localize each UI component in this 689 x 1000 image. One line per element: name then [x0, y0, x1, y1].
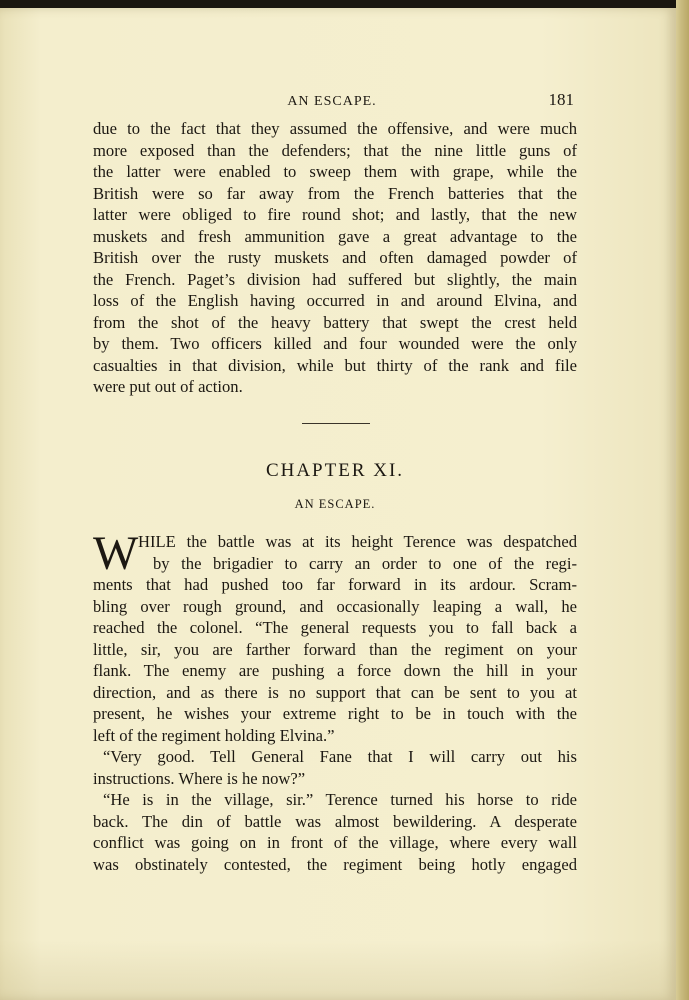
text-line: instructions. Where is he now?”	[93, 768, 306, 788]
text-line: conflict was going on in front of the village, where every wall	[93, 833, 577, 852]
text-line: was obstinately contested, the regiment being hotly engaged	[93, 854, 577, 874]
text-line: from the shot of the heavy battery that swept the crest held	[93, 312, 577, 332]
text-line: latter were obliged to fire round shot; and lastly, that the new	[93, 205, 577, 224]
chapter-heading: CHAPTER XI.	[265, 460, 405, 481]
text-line: by them. Two officers killed and four wounded were the only	[93, 334, 577, 353]
text-line: the French. Paget’s division had suffered but slightly, the main	[93, 269, 577, 289]
text-line: loss of the English having occurred in and around Elvina, and	[93, 291, 577, 310]
running-head	[90, 88, 574, 114]
chapter-paragraph-1	[93, 527, 577, 875]
text-line: due to the fact that they assumed the offensive, and were much	[93, 119, 577, 138]
running-head-title: AN ESCAPE.	[287, 94, 377, 109]
text-line: HILE the battle was at its height Terence was despatched	[138, 532, 577, 551]
text-line: left of the regiment holding Elvina.”	[93, 725, 335, 745]
text-line: reached the colonel. “The general requests you to fall back a	[93, 618, 577, 637]
text-line: were put out of action.	[93, 377, 243, 396]
page-edge	[676, 0, 689, 1000]
text-line: the latter were enabled to sweep them with grape, while the	[93, 162, 577, 181]
text-line: more exposed than the defenders; that the nine little guns of	[93, 140, 577, 160]
text-line: casualties in that division, while but thirty of the rank and file	[93, 355, 577, 375]
text-line: direction, and as there is no support that can be sent to you at	[93, 682, 577, 702]
text-line: flank. The enemy are pushing a force down the hill in your	[93, 661, 577, 680]
page-bottom-shading	[0, 940, 676, 1000]
text-line: little, sir, you are farther forward than the regiment on your	[93, 639, 577, 659]
text-line: present, he wishes your extreme right to be in touch with the	[93, 704, 577, 723]
chapter-subtitle: AN ESCAPE.	[294, 497, 376, 511]
text-line: ments that had pushed too far forward in its ardour. Scram-	[93, 575, 577, 594]
text-line: back. The din of battle was almost bewildering. A desperate	[93, 811, 577, 831]
drop-cap: W	[93, 527, 139, 580]
book-page	[0, 8, 676, 1000]
text-line: “He is in the village, sir.” Terence turned his horse to ride	[103, 790, 577, 809]
text-line: bling over rough ground, and occasionally leaping a wall, he	[93, 596, 577, 616]
text-line: muskets and fresh ammunition gave a great advantage to the	[93, 226, 577, 246]
page-number: 181	[548, 90, 574, 109]
text-line: British over the rusty muskets and often damaged powder of	[93, 248, 577, 267]
section-divider	[302, 423, 370, 424]
text-line: British were so far away from the French batteries that the	[93, 183, 577, 203]
text-line: “Very good. Tell General Fane that I will carry out his	[103, 747, 577, 766]
text-line: by the brigadier to carry an order to one of the regi-	[153, 553, 577, 573]
opening-paragraph	[93, 118, 577, 398]
